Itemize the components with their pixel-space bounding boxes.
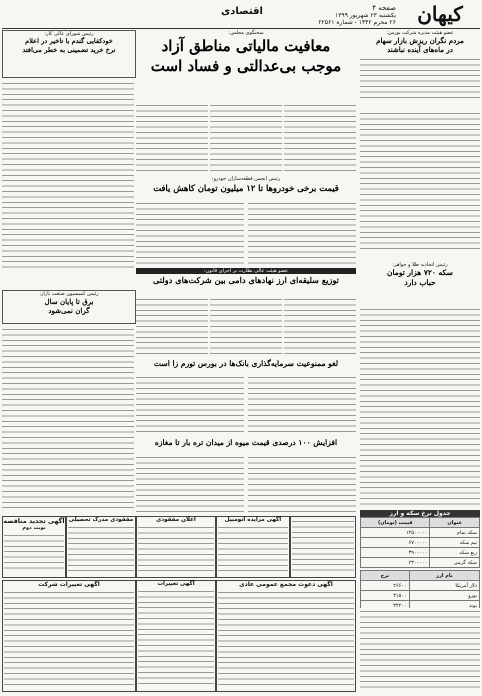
- fruit-col-1: [248, 454, 356, 514]
- table-header: عنوان: [430, 518, 480, 528]
- ad-title: آگهی دعوت مجمع عمومی عادی: [239, 581, 333, 588]
- banner-headline: توزیع سلیقه‌ای ارز نهادهای دامی بین شرکت‌های دولتی: [153, 275, 339, 285]
- ad-tender: [2, 516, 66, 578]
- table-header-row: [361, 571, 480, 581]
- coin-story-body: [360, 306, 480, 506]
- table-cell: دلار آمریکا: [409, 581, 479, 591]
- right-column-body: [360, 110, 480, 250]
- ad-body: [4, 589, 134, 687]
- banner-col-1: [284, 296, 356, 356]
- ad-lost-notice: [136, 516, 216, 578]
- ad-subtitle: نوبت دوم: [22, 525, 46, 531]
- ad-body: [218, 524, 288, 574]
- bourse-col-2: [136, 374, 244, 434]
- date-line-1: یکشنبه ۲۳ شهریور ۱۳۹۹: [334, 12, 396, 19]
- fruit-col-2: [136, 454, 244, 514]
- table-cell: سکه گرمی: [430, 558, 480, 568]
- main-kicker: سخنگوی مجلس:: [228, 30, 264, 36]
- story-kicker: رئیس شورای عالی کار:: [44, 31, 94, 37]
- table-cell: سکه تمام: [430, 528, 480, 538]
- date-line-2: ۲۶ محرم ۱۴۴۲ - شماره ۲۲۵۶۱: [318, 19, 396, 26]
- banner-col-2: [210, 296, 282, 356]
- table-header: نام ارز: [409, 571, 479, 581]
- ad-general-assembly: [216, 580, 356, 692]
- left-top-story: [2, 30, 136, 78]
- ad-title: مفقودی مدرک تحصیلی: [68, 517, 134, 523]
- table-header: قیمت (تومان): [361, 518, 430, 528]
- story-kicker: رئیس اتحادیه طلا و جواهر:: [392, 262, 448, 268]
- coin-story: [360, 262, 480, 302]
- story-headline: قیمت برخی خودروها تا ۱۲ میلیون تومان کاهش یافت: [153, 183, 339, 193]
- main-story-header: [136, 30, 356, 100]
- table-cell: پوند: [409, 601, 479, 611]
- right-top-story: [360, 30, 480, 108]
- ad-body: [4, 532, 64, 572]
- story-headline: مردم نگران ریزش بازار سهام: [376, 36, 464, 45]
- table-cell: یورو: [409, 591, 479, 601]
- ad-body: [68, 524, 134, 574]
- ad-title: آگهی تجدید مناقصه: [3, 517, 65, 525]
- table-cell: ۳۱۵۰۰: [361, 591, 410, 601]
- ad-body: [138, 588, 214, 686]
- ad-body: [292, 518, 354, 574]
- coin-price-table: [360, 517, 480, 568]
- bourse-story: [136, 358, 356, 372]
- page-number: صفحه ۴: [372, 4, 396, 12]
- story-kicker: عضو هیئت مدیره شرکت بورس:: [386, 30, 454, 36]
- story-headline: حباب دارد: [404, 278, 436, 287]
- main-headline-1: معافیت مالیاتی مناطق آزاد: [161, 37, 331, 55]
- banner-story: [136, 268, 356, 292]
- bourse-col-1: [248, 374, 356, 434]
- ad-lost-document: [66, 516, 136, 578]
- main-headline-2: موجب بی‌عدالتی و فساد است: [150, 57, 342, 75]
- ad-body: [138, 524, 214, 574]
- table-cell: ۲۶۶۰۰: [361, 581, 410, 591]
- table-cell: ۳۹۰۰۰۰۰: [361, 548, 430, 558]
- table-row: [361, 558, 480, 568]
- ad-title: اعلان مفقودی: [156, 517, 196, 523]
- ad-car-auction: [216, 516, 290, 578]
- dateline: [286, 12, 396, 26]
- banner-col-3: [136, 296, 208, 356]
- table-header-row: [361, 518, 480, 528]
- table-row: [361, 548, 480, 558]
- section-title: اقتصادی: [221, 6, 263, 17]
- ad-changes: [136, 580, 216, 692]
- masthead: [2, 2, 480, 29]
- story-headline: در ماه‌های آینده نباشند: [387, 45, 453, 54]
- story-headline: گران نمی‌شود: [48, 306, 90, 315]
- story-headline: نرخ خرید تضمینی به خطر می‌افتد: [22, 46, 116, 54]
- table-row: [361, 581, 480, 591]
- main-story-col-3: [136, 102, 208, 174]
- table-cell: نیم سکه: [430, 538, 480, 548]
- left-mid-story: [2, 290, 136, 324]
- coin-table-title: جدول نرخ سکه و ارز: [360, 510, 480, 517]
- table-cell: ربع سکه: [430, 548, 480, 558]
- ad-body: [218, 589, 354, 687]
- table-cell: ۱۲۵۰۰۰۰۰: [361, 528, 430, 538]
- story-headline: برق تا پایان سال: [44, 297, 94, 306]
- left-mid-body: [2, 326, 134, 512]
- banner-kicker: عضو هیئت عالی نظارت بر اجرای قانون:: [136, 268, 356, 274]
- table-cell: ۶۷۰۰۰۰۰: [361, 538, 430, 548]
- car-story-header: [136, 176, 356, 198]
- ad-misc: [290, 516, 356, 578]
- table-row: [361, 591, 480, 601]
- left-column-body: [2, 80, 134, 270]
- table-header: نرخ: [361, 571, 410, 581]
- story-kicker: رئیس کمیسیون صنعت بازار:: [39, 291, 99, 297]
- story-body: [360, 56, 480, 102]
- story-kicker: رئیس انجمن قطعه‌سازان خودرو:: [211, 176, 281, 182]
- car-story-col-2: [136, 200, 244, 264]
- car-story-col-1: [248, 200, 356, 264]
- story-headline: لغو ممنوعیت سرمایه‌گذاری بانک‌ها در بورس تورم زا است: [153, 359, 339, 368]
- story-headline: افزایش ۱۰۰ درصدی قیمت میوه از میدان تره بار تا مغازه: [154, 438, 338, 447]
- ad-company-changes: [2, 580, 136, 692]
- newspaper-logo: کیهان: [417, 2, 463, 26]
- table-row: [361, 528, 480, 538]
- main-story-col-1: [284, 102, 356, 174]
- story-headline: خودکفایی گندم با تاخیر در اعلام: [25, 37, 113, 45]
- ad-title: آگهی تغییرات: [157, 581, 195, 587]
- ad-title: آگهی مزایده اتومبیل: [224, 517, 282, 523]
- table-cell: ۲۳۰۰۰۰۰: [361, 558, 430, 568]
- fruit-story: [136, 436, 356, 452]
- ad-title: آگهی تغییرات شرکت: [38, 581, 100, 588]
- table-cell: ۳۴۲۰۰: [361, 601, 410, 611]
- main-story-col-2: [210, 102, 282, 174]
- story-headline: سکه ۷۲۰ هزار تومان: [387, 268, 453, 277]
- right-bottom-body: [360, 608, 480, 690]
- table-row: [361, 538, 480, 548]
